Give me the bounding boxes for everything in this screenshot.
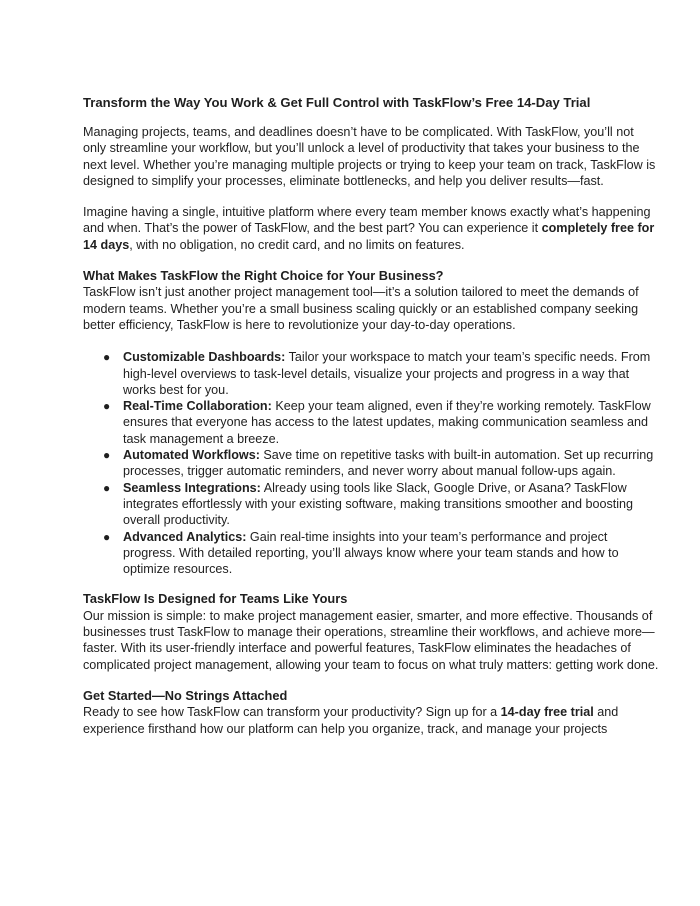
intro-paragraph-1: Managing projects, teams, and deadlines doesn’t have to be complicated. With TaskFlow, you’ll not only streamline your workflow, but you’ll unlock a level of productivity that takes your business to the next level. Whether you’re managing multiple projects or trying to keep your team on track, TaskFlow is designed to simplify your processes, eliminate bottlenecks, and help you deliver results—fast. xyxy=(83,125,656,188)
bullet-icon: ● xyxy=(103,399,111,414)
designed-paragraph: Our mission is simple: to make project management easier, smarter, and more effective. Thousands of businesses trust TaskFlow to manage their operations, streamline their workflows, and achieve more—faster. With its user-friendly interface and powerful features, TaskFlow eliminates the headaches of complicated project management, allowing your team to focus on what truly matters: getting work done. xyxy=(83,608,659,672)
free-trial-emphasis: completely free for 14 days xyxy=(83,221,655,252)
bullet-icon: ● xyxy=(103,448,111,463)
designed-heading: TaskFlow Is Designed for Teams Like Yours xyxy=(83,591,348,607)
feature-text: Save time on repetitive tasks with built-in automation. Set up recurring processes, trigger automatic reminders, and never worry about manual follow-ups again. xyxy=(123,448,654,479)
intro-paragraph-2 xyxy=(83,204,660,253)
why-paragraph: TaskFlow isn’t just another project management tool—it’s a solution tailored to meet the demands of modern teams. Whether you’re a small business scaling quickly or an established company seeking better efficiency, TaskFlow is here to revolutionize your day-to-day operations. xyxy=(83,285,639,332)
feature-list-item xyxy=(103,349,660,398)
feature-text: Tailor your workspace to match your team’s specific needs. From high-level overviews to task-level details, visualize your projects and progress in a way that works best for you. xyxy=(123,350,651,397)
document-title: Transform the Way You Work & Get Full Control with TaskFlow’s Free 14-Day Trial xyxy=(83,95,591,110)
feature-text: Gain real-time insights into your team’s performance and project progress. With detailed reporting, you’ll always know where your team stands and how to optimize resources. xyxy=(123,529,619,577)
feature-list xyxy=(83,349,660,577)
get-started-text-start: Ready to see how TaskFlow can transform your productivity? Sign up for a xyxy=(83,705,501,720)
feature-label: Real-Time Collaboration: xyxy=(123,399,272,414)
feature-text: Already using tools like Slack, Google Drive, or Asana? TaskFlow integrates effortlessly with your existing software, making transitions smoother and boosting overall productivity. xyxy=(123,480,634,528)
get-started-text-end: and experience firsthand how our platform can help you organize, track, and manage your projects xyxy=(83,705,619,736)
intro-paragraph-2-text-start: Imagine having a single, intuitive platform where every team member knows exactly what’s happening and when. That’s the power of TaskFlow, and the best part? You can experience it xyxy=(83,205,651,236)
feature-list-item xyxy=(103,480,660,529)
trial-emphasis: 14-day free trial xyxy=(500,705,594,720)
why-heading: What Makes TaskFlow the Right Choice for Your Business? xyxy=(83,268,444,284)
feature-label: Seamless Integrations: xyxy=(123,480,261,495)
feature-list-item xyxy=(103,398,660,447)
get-started-heading: Get Started—No Strings Attached xyxy=(83,687,288,703)
feature-list-item xyxy=(103,447,660,480)
bullet-icon: ● xyxy=(103,350,111,365)
feature-label: Customizable Dashboards: xyxy=(123,350,286,365)
feature-list-item xyxy=(103,529,660,578)
get-started-paragraph xyxy=(83,704,660,737)
bullet-icon: ● xyxy=(103,529,111,544)
feature-text: Keep your team aligned, even if they’re working remotely. TaskFlow ensures that everyone has access to the latest updates, making communication seamless and task management a breeze. xyxy=(123,399,651,446)
feature-label: Advanced Analytics: xyxy=(123,529,247,544)
intro-paragraph-2-text-end: , with no obligation, no credit card, and no limits on features. xyxy=(129,237,465,252)
bullet-icon: ● xyxy=(103,480,111,495)
feature-label: Automated Workflows: xyxy=(123,448,260,463)
